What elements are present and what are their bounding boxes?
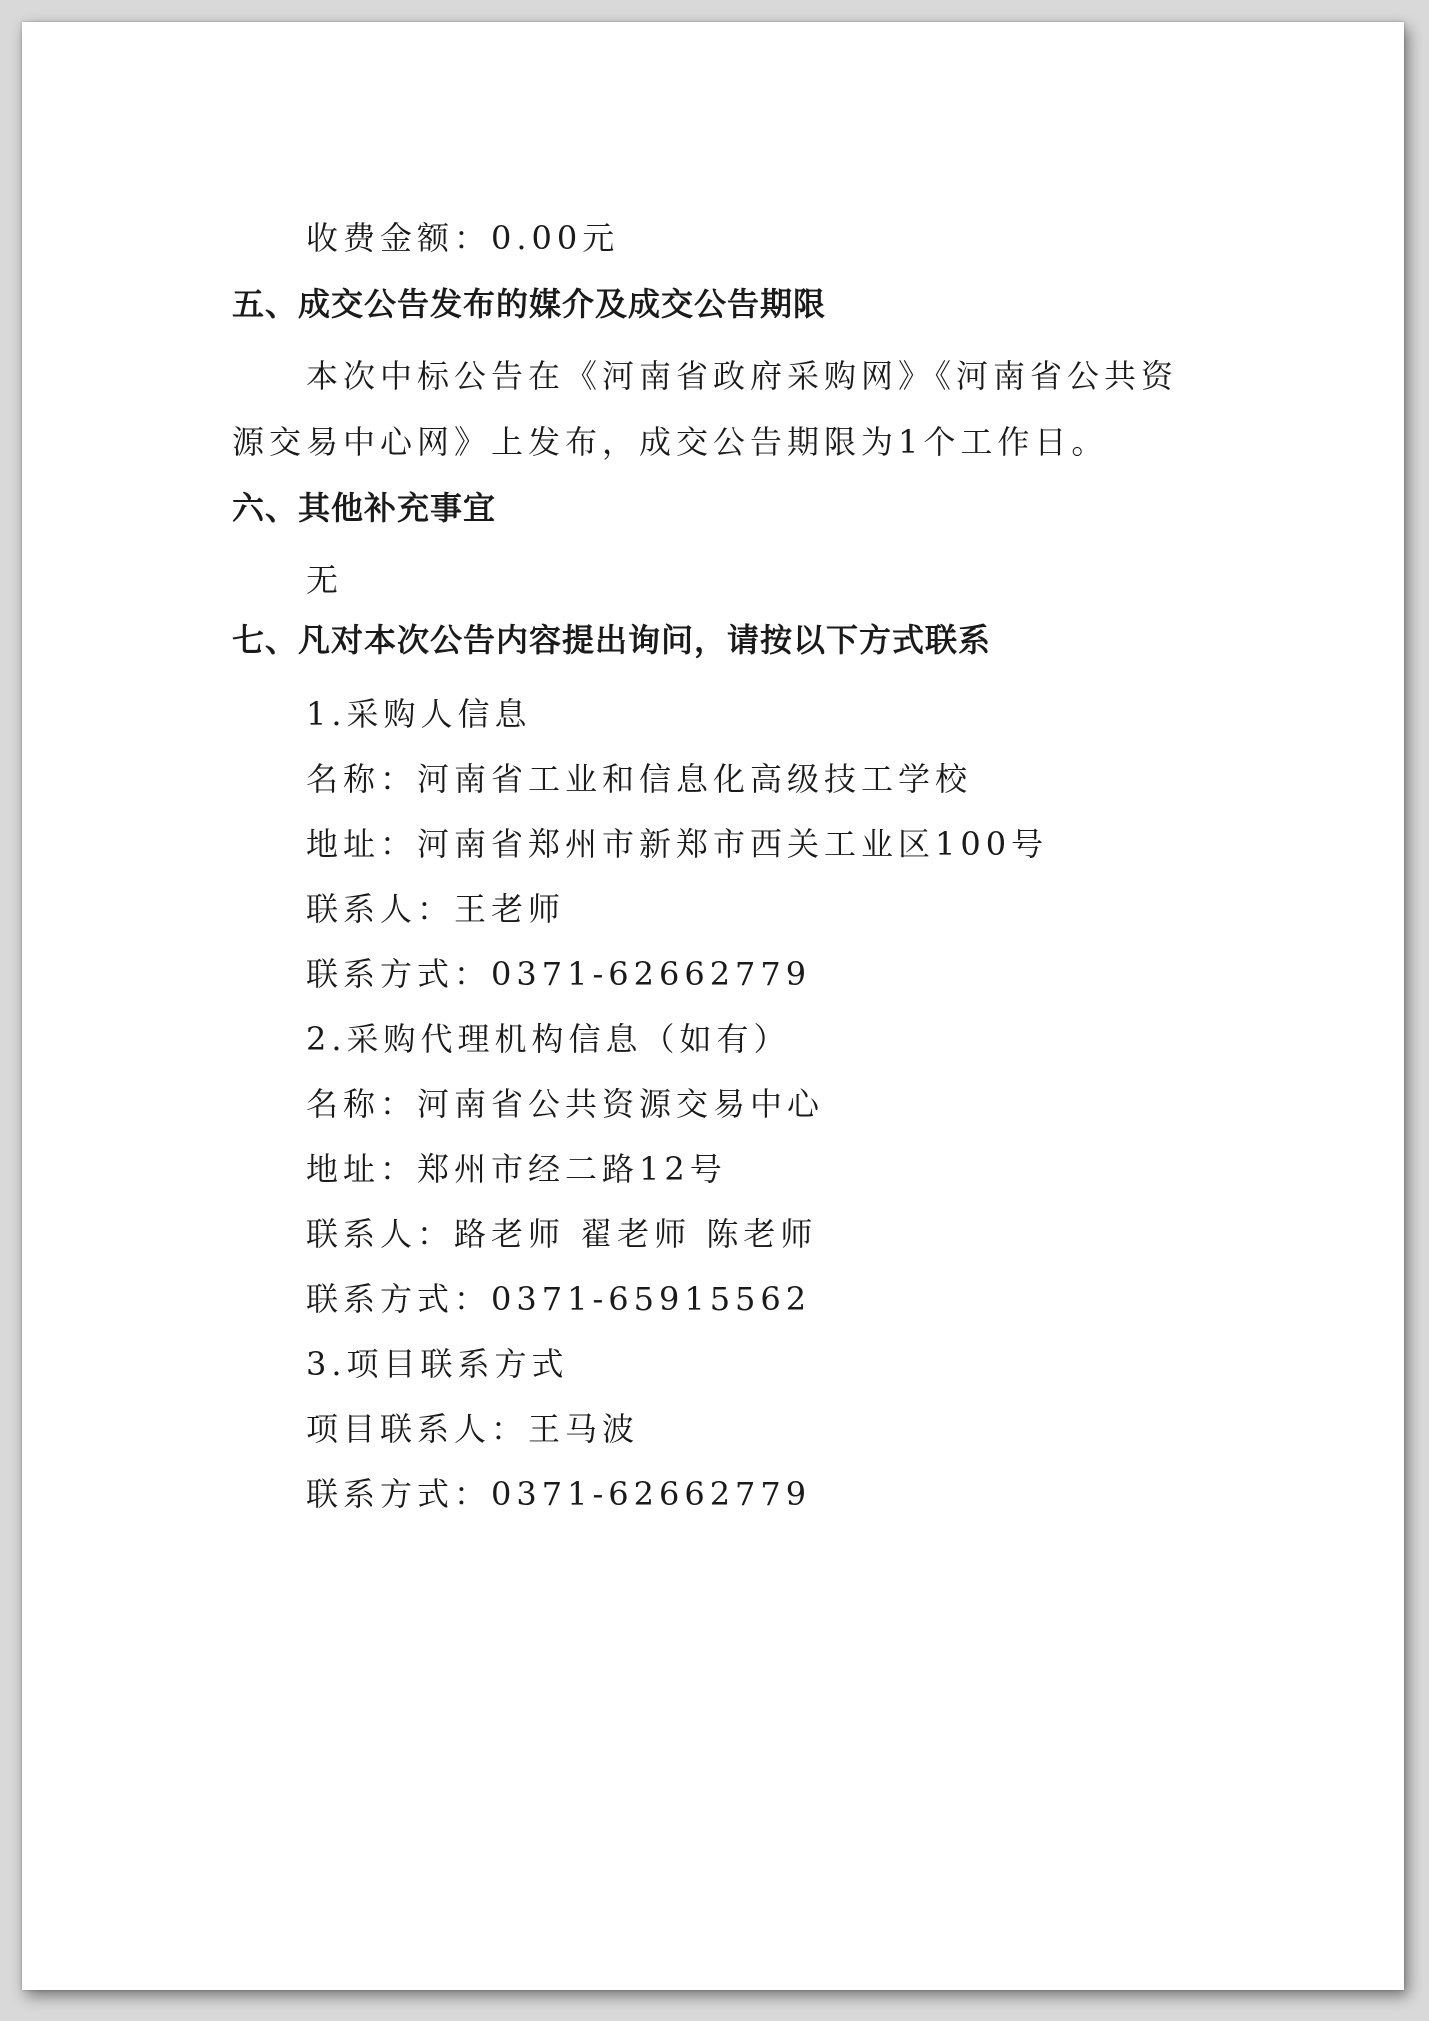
project-contact-title: 3.项目联系方式 xyxy=(306,1345,569,1383)
purchaser-address: 地址：河南省郑州市新郑市西关工业区100号 xyxy=(306,825,1049,863)
project-contact-person: 项目联系人：王马波 xyxy=(306,1410,640,1448)
agency-info-title: 2.采购代理机构信息（如有） xyxy=(306,1020,791,1058)
section-seven-heading: 七、凡对本次公告内容提出询问，请按以下方式联系 xyxy=(232,621,992,659)
project-contact-phone: 联系方式：0371-62662779 xyxy=(306,1475,812,1513)
agency-address: 地址：郑州市经二路12号 xyxy=(306,1150,727,1188)
announcement-media-line-1: 本次中标公告在《河南省政府采购网》《河南省公共资 xyxy=(306,357,1179,395)
agency-contact-person: 联系人：路老师 翟老师 陈老师 xyxy=(306,1215,818,1253)
announcement-media-line-2: 源交易中心网》上发布，成交公告期限为1个工作日。 xyxy=(232,423,1109,461)
section-five-heading: 五、成交公告发布的媒介及成交公告期限 xyxy=(232,285,827,323)
purchaser-contact-person: 联系人：王老师 xyxy=(306,890,566,928)
supplement-content: 无 xyxy=(306,561,344,599)
purchaser-phone: 联系方式：0371-62662779 xyxy=(306,955,812,993)
agency-phone: 联系方式：0371-65915562 xyxy=(306,1280,812,1318)
purchaser-info-title: 1.采购人信息 xyxy=(306,695,532,733)
section-six-heading: 六、其他补充事宜 xyxy=(232,489,497,527)
fee-amount-line: 收费金额：0.00元 xyxy=(306,219,620,257)
purchaser-name: 名称：河南省工业和信息化高级技工学校 xyxy=(306,760,973,798)
document-page xyxy=(22,22,1404,1990)
agency-name: 名称：河南省公共资源交易中心 xyxy=(306,1085,825,1123)
